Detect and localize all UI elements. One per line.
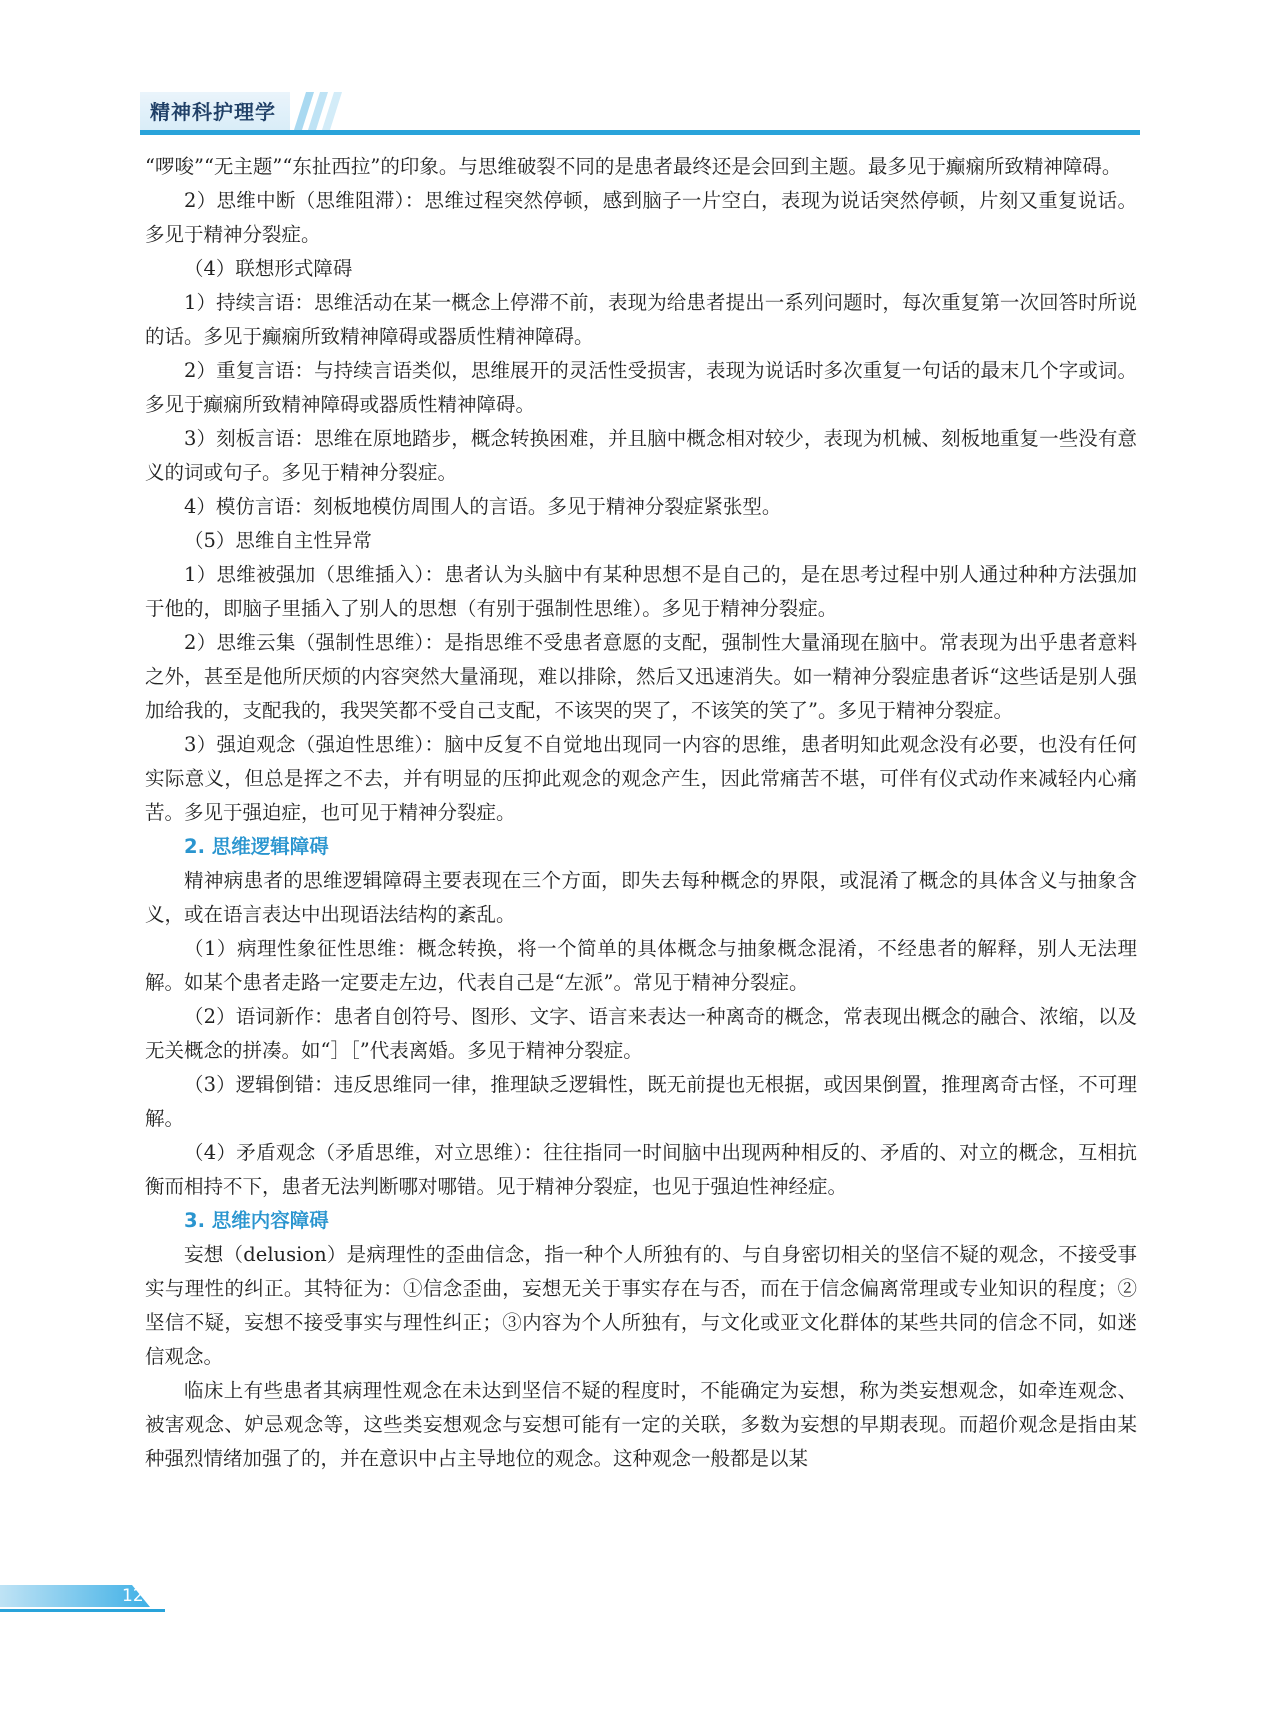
page-body [145, 150, 1137, 1476]
header-band [140, 92, 290, 130]
body-paragraph: 2）思维中断（思维阻滞）：思维过程突然停顿，感到脑子一片空白，表现为说话突然停顿，片刻又重复说话。多见于精神分裂症。 [145, 189, 1137, 246]
body-paragraph: （4）联想形式障碍 [184, 257, 353, 280]
body-paragraph: 精神病患者的思维逻辑障碍主要表现在三个方面，即失去每种概念的界限，或混淆了概念的具体含义与抽象含义，或在语言表达中出现语法结构的紊乱。 [145, 869, 1137, 926]
book-title: 精神科护理学 [150, 100, 276, 124]
body-paragraph: （1）病理性象征性思维：概念转换，将一个简单的具体概念与抽象概念混淆，不经患者的解释，别人无法理解。如某个患者走路一定要走左边，代表自己是“左派”。常见于精神分裂症。 [145, 937, 1137, 994]
body-paragraph: 2）重复言语：与持续言语类似，思维展开的灵活性受损害，表现为说话时多次重复一句话的最末几个字或词。多见于癫痫所致精神障碍或器质性精神障碍。 [145, 359, 1137, 416]
running-header [140, 92, 1140, 136]
page-number: 12 [122, 1586, 144, 1606]
body-paragraph: 2）思维云集（强制性思维）：是指思维不受患者意愿的支配，强制性大量涌现在脑中。常表现为出乎患者意料之外，甚至是他所厌烦的内容突然大量涌现，难以排除，然后又迅速消失。如一精神分裂症患者诉“这些话是别人强加给我的，支配我的，我哭笑都不受自己支配，不该哭的哭了，不该笑的笑了”。多见于精神分裂症。 [145, 631, 1137, 722]
header-rule [140, 130, 1140, 135]
body-paragraph: 3）刻板言语：思维在原地踏步，概念转换困难，并且脑中概念相对较少，表现为机械、刻板地重复一些没有意义的词或句子。多见于精神分裂症。 [145, 427, 1137, 484]
body-paragraph: 1）持续言语：思维活动在某一概念上停滞不前，表现为给患者提出一系列问题时，每次重复第一次回答时所说的话。多见于癫痫所致精神障碍或器质性精神障碍。 [145, 291, 1137, 348]
header-stripes-decoration [290, 92, 350, 130]
body-paragraph: （4）矛盾观念（矛盾思维，对立思维）：往往指同一时间脑中出现两种相反的、矛盾的、对立的概念，互相抗衡而相持不下，患者无法判断哪对哪错。见于精神分裂症，也见于强迫性神经症。 [145, 1141, 1137, 1198]
body-paragraph: （2）语词新作：患者自创符号、图形、文字、语言来表达一种离奇的概念，常表现出概念的融合、浓缩，以及无关概念的拼凑。如“］［”代表离婚。多见于精神分裂症。 [145, 1005, 1137, 1062]
page-footer [0, 1585, 170, 1615]
footer-rule [0, 1609, 165, 1612]
body-paragraph: （5）思维自主性异常 [184, 529, 372, 552]
section-heading: 2. 思维逻辑障碍 [184, 835, 329, 858]
body-paragraph: 妄想（delusion）是病理性的歪曲信念，指一种个人所独有的、与自身密切相关的坚信不疑的观念，不接受事实与理性的纠正。其特征为：①信念歪曲，妄想无关于事实存在与否，而在于信念偏离常理或专业知识的程度；②坚信不疑，妄想不接受事实与理性纠正；③内容为个人所独有，与文化或亚文化群体的某些共同的信念不同，如迷信观念。 [145, 1243, 1137, 1368]
body-paragraph: “啰唆”“无主题”“东扯西拉”的印象。与思维破裂不同的是患者最终还是会回到主题。最多见于癫痫所致精神障碍。 [145, 155, 1122, 178]
section-heading: 3. 思维内容障碍 [184, 1209, 329, 1232]
body-paragraph: 1）思维被强加（思维插入）：患者认为头脑中有某种思想不是自己的，是在思考过程中别人通过种种方法强加于他的，即脑子里插入了别人的思想（有别于强制性思维）。多见于精神分裂症。 [145, 563, 1137, 620]
body-paragraph: 3）强迫观念（强迫性思维）：脑中反复不自觉地出现同一内容的思维，患者明知此观念没有必要，也没有任何实际意义，但总是挥之不去，并有明显的压抑此观念的观念产生，因此常痛苦不堪，可伴有仪式动作来减轻内心痛苦。多见于强迫症，也可见于精神分裂症。 [145, 733, 1137, 824]
body-paragraph: 4）模仿言语：刻板地模仿周围人的言语。多见于精神分裂症紧张型。 [184, 495, 782, 518]
body-paragraph: （3）逻辑倒错：违反思维同一律，推理缺乏逻辑性，既无前提也无根据，或因果倒置，推理离奇古怪，不可理解。 [145, 1073, 1137, 1130]
body-paragraph: 临床上有些患者其病理性观念在未达到坚信不疑的程度时，不能确定为妄想，称为类妄想观念，如牵连观念、被害观念、妒忌观念等，这些类妄想观念与妄想可能有一定的关联，多数为妄想的早期表现。而超价观念是指由某种强烈情绪加强了的，并在意识中占主导地位的观念。这种观念一般都是以某 [145, 1379, 1137, 1470]
